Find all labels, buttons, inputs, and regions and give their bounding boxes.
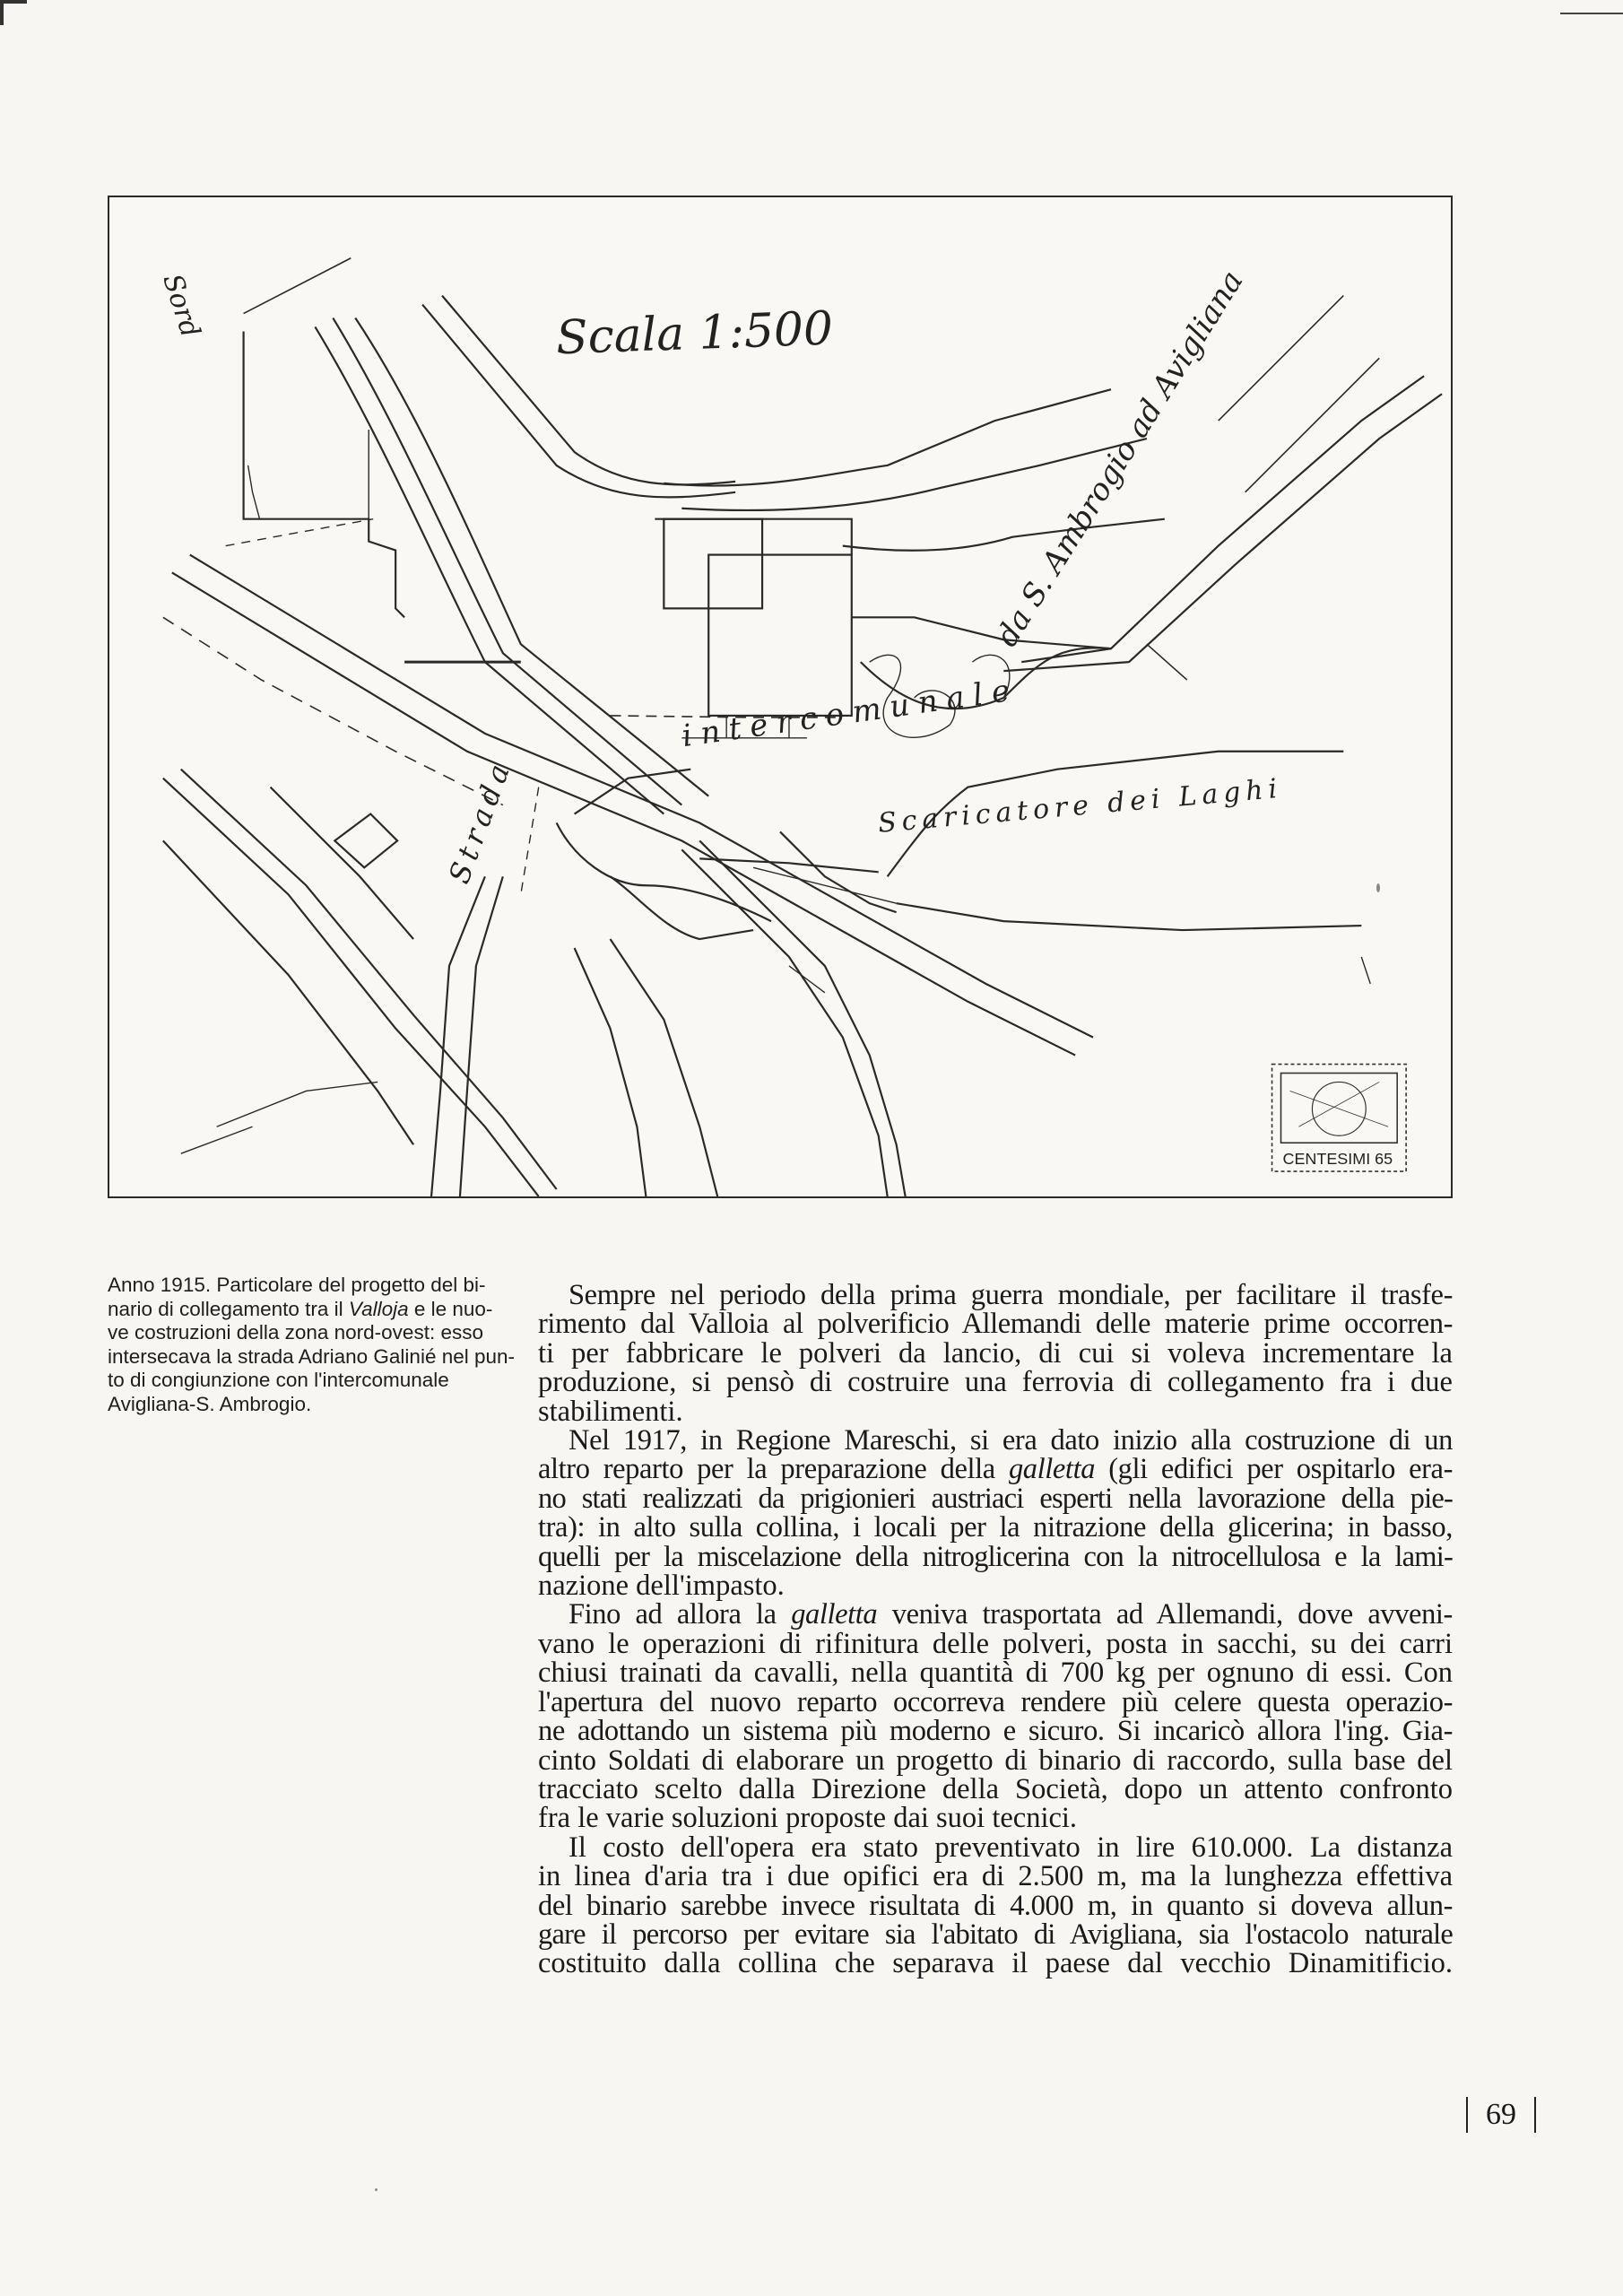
text-line: chiusi trainati da cavalli, nella quantità di 700 kg per ognuno di essi. Con (538, 1657, 1453, 1690)
text-line: Il costo dell'opera era stato preventivato in lire 610.000. La distanza (568, 1831, 1453, 1864)
text-line: tracciato scelto dalla Direzione della Società, dopo un attento confronto (538, 1772, 1453, 1805)
caption-line: nario di collegamento tra il Valloja e le nuo- (108, 1297, 493, 1320)
text-line: Nel 1917, in Regione Mareschi, si era dato inizio alla costruzione di un (568, 1424, 1453, 1457)
page-number-rule-right (1534, 2097, 1536, 2133)
text-line: ti per fabbricare le polveri da lancio, di cui si voleva incrementare la (538, 1336, 1453, 1370)
text-line: l'apertura del nuovo reparto occorreva rendere più celere questa operazio- (538, 1685, 1453, 1718)
text-line: quelli per la miscelazione della nitroglicerina con la nitrocellulosa e la lami- (538, 1540, 1453, 1573)
road-label-top-left: Sord (156, 270, 206, 342)
text-line: altro reparto per la preparazione della galletta (gli edifici per ospitarlo era- (538, 1453, 1453, 1486)
text-line: no stati realizzati da prigionieri austriaci esperti nella lavorazione della pie- (538, 1482, 1453, 1515)
page-number-block (1466, 2093, 1536, 2133)
text-line: Fino ad allora la galletta veniva trasportata ad Allemandi, dove avveni- (568, 1598, 1453, 1631)
text-line: costituito dalla collina che separava il paese dal vecchio Dinamitificio. (538, 1947, 1453, 1980)
caption-line: to di congiunzione con l'intercomunale (108, 1369, 449, 1391)
scale-label: Scala 1:500 (555, 301, 834, 366)
crop-mark (0, 0, 4, 25)
text-line: rimento dal Valloia al polverificio Allemandi delle materie prime occorren- (538, 1308, 1453, 1341)
page-number: 69 (1486, 2098, 1516, 2132)
site-plan-drawing (109, 197, 1451, 1196)
scaricatore-label: Scaricatore dei Laghi (876, 772, 1284, 839)
text-line: vano le operazioni di rifinitura delle polveri, posta in sacchi, su dei carri (538, 1627, 1453, 1660)
caption-line: Anno 1915. Particolare del progetto del bi- (108, 1274, 486, 1296)
caption-line: Avigliana-S. Ambrogio. (108, 1392, 312, 1415)
valloja-term: Valloja (348, 1297, 409, 1320)
paragraph (538, 1598, 1453, 1835)
galletta-term: galletta (1008, 1453, 1096, 1486)
text-line: produzione, si pensò di costruire una ferrovia di collegamento fra i due (538, 1366, 1453, 1399)
text-line: nazione dell'impasto. (538, 1570, 785, 1603)
road-sant-ambrogio-label: da S. Ambrogio ad Avigliana (989, 264, 1250, 653)
caption-line: intersecava la strada Adriano Galinié nel pun- (108, 1344, 516, 1368)
text-line: gare il percorso per evitare sia l'abitato di Avigliana, sia l'ostacolo naturale (538, 1918, 1453, 1951)
text-line: del binario sarebbe invece risultata di 4.000 m, in quanto si doveva allun- (538, 1889, 1453, 1922)
text-line: Sempre nel periodo della prima guerra mondiale, per facilitare il trasfe- (568, 1279, 1453, 1311)
scan-speck (375, 2188, 378, 2191)
site-plan-figure (108, 196, 1453, 1198)
text-line: fra le varie soluzioni proposte dai suoi tecnici. (538, 1802, 1078, 1835)
body-text (538, 1281, 1453, 1979)
paragraph (538, 1281, 1453, 1426)
scan-speck (1376, 883, 1380, 892)
crop-mark (1560, 13, 1623, 14)
intercomunale-label: intercomunale (680, 671, 1021, 754)
text-line: in linea d'aria tra i due opifici era di 2.500 m, ma la lunghezza effettiva (538, 1860, 1453, 1893)
text-line: stabilimenti. (538, 1395, 683, 1428)
paragraph (538, 1424, 1453, 1603)
paragraph (538, 1833, 1453, 1979)
stamp-text: CENTESIMI 65 (1282, 1150, 1393, 1169)
text-line: ne adottando un sistema più moderno e sicuro. Si incaricò allora l'ing. Gia- (538, 1715, 1453, 1748)
galletta-term: galletta (791, 1598, 878, 1631)
caption-line: ve costruzioni della zona nord-ovest: esso (108, 1321, 483, 1344)
figure-caption (108, 1274, 516, 1416)
text-line: cinto Soldati di elaborare un progetto di binario di raccordo, sulla base del (538, 1744, 1453, 1777)
crop-mark (0, 0, 27, 4)
text-line: tra): in alto sulla collina, i locali per la nitrazione della glicerina; in basso, (538, 1511, 1453, 1544)
strada-label: Strada (441, 754, 518, 888)
